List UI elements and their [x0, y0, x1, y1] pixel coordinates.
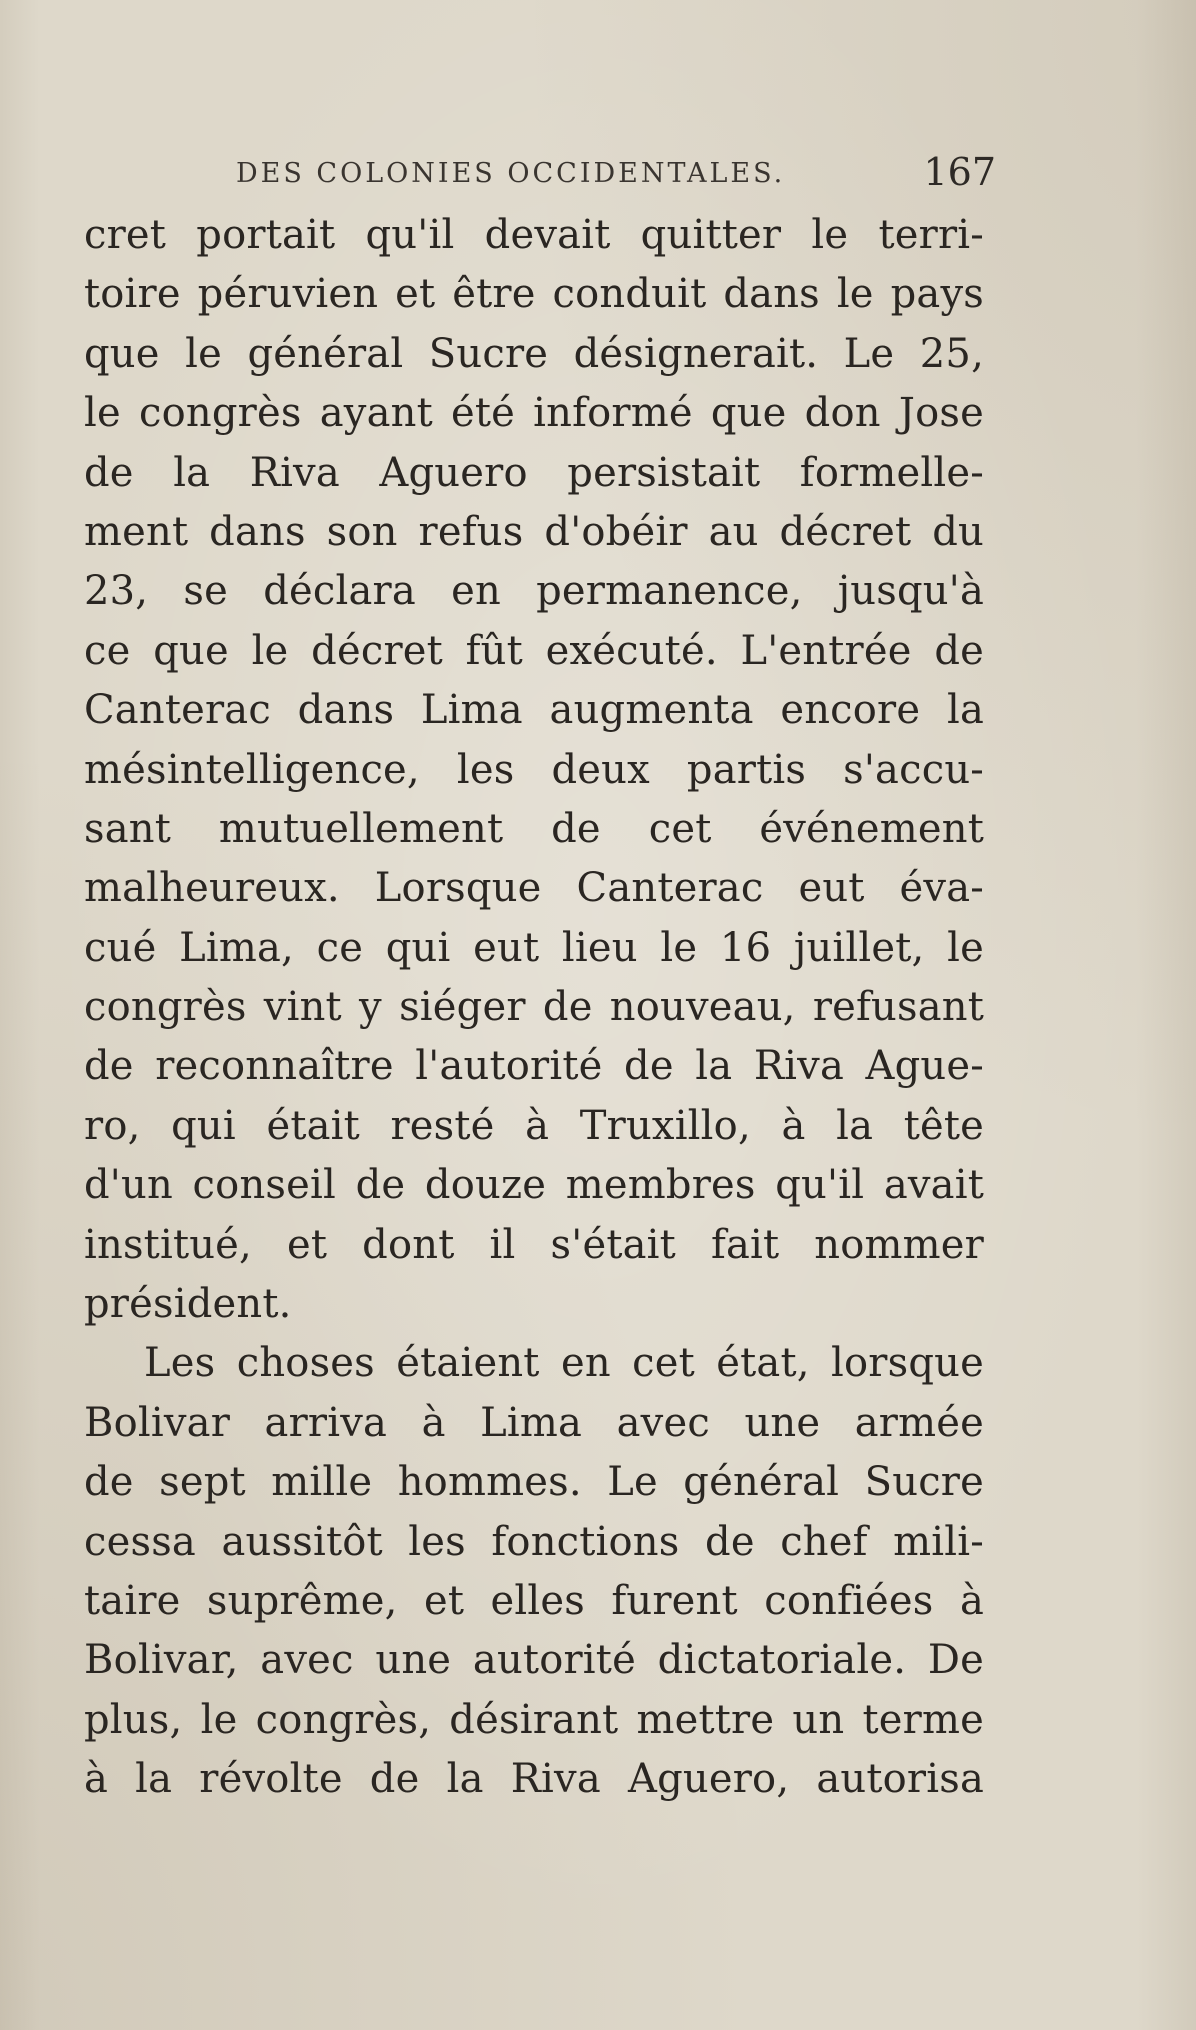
text-line: institué, et dont il s'était fait nommer [84, 1221, 984, 1268]
page-edge-shadow-left [0, 0, 40, 2030]
text-line: toire péruvien et être conduit dans le pays [84, 271, 984, 318]
text-line: d'un conseil de douze membres qu'il avait [84, 1162, 984, 1209]
text-line: de sept mille hommes. Le général Sucre [84, 1459, 984, 1506]
body-text [84, 206, 984, 1810]
text-line: taire suprême, et elles furent confiées à [84, 1577, 984, 1624]
text-line: de reconnaître l'autorité de la Riva Ague- [84, 1043, 984, 1090]
text-line: Canterac dans Lima augmenta encore la [84, 687, 984, 734]
text-line: ment dans son refus d'obéir au décret du [84, 508, 984, 555]
page-number: 167 [923, 150, 996, 194]
text-line: congrès vint y siéger de nouveau, refusant [84, 984, 984, 1031]
text-line: à la révolte de la Riva Aguero, autorisa [84, 1756, 984, 1803]
running-title: DES COLONIES OCCIDENTALES. [236, 158, 786, 189]
text-line: Bolivar, avec une autorité dictatoriale. De [84, 1637, 984, 1684]
text-line: ro, qui était resté à Truxillo, à la tête [84, 1102, 984, 1149]
text-line: cessa aussitôt les fonctions de chef mili- [84, 1518, 984, 1565]
text-line: le congrès ayant été informé que don Jose [84, 390, 984, 437]
text-line: de la Riva Aguero persistait formelle- [84, 449, 984, 496]
text-line: ce que le décret fût exécuté. L'entrée de [84, 627, 984, 674]
text-line: cué Lima, ce qui eut lieu le 16 juillet, le [84, 924, 984, 971]
text-line: cret portait qu'il devait quitter le terri- [84, 212, 984, 258]
text-line-paragraph-end: président. [84, 1281, 292, 1328]
running-head [236, 150, 996, 210]
text-line: sant mutuellement de cet événement [84, 805, 984, 852]
text-line: mésintelligence, les deux partis s'accu- [84, 746, 984, 793]
text-line: plus, le congrès, désirant mettre un terme [84, 1696, 984, 1743]
text-line: 23, se déclara en permanence, jusqu'à [84, 568, 984, 615]
text-line: que le général Sucre désignerait. Le 25, [84, 330, 984, 377]
text-line: Bolivar arriva à Lima avec une armée [84, 1399, 984, 1446]
page-edge-shadow-right [1136, 0, 1196, 2030]
text-line: malheureux. Lorsque Canterac eut éva- [84, 865, 984, 912]
text-line-paragraph-start: Les choses étaient en cet état, lorsque [144, 1340, 984, 1387]
